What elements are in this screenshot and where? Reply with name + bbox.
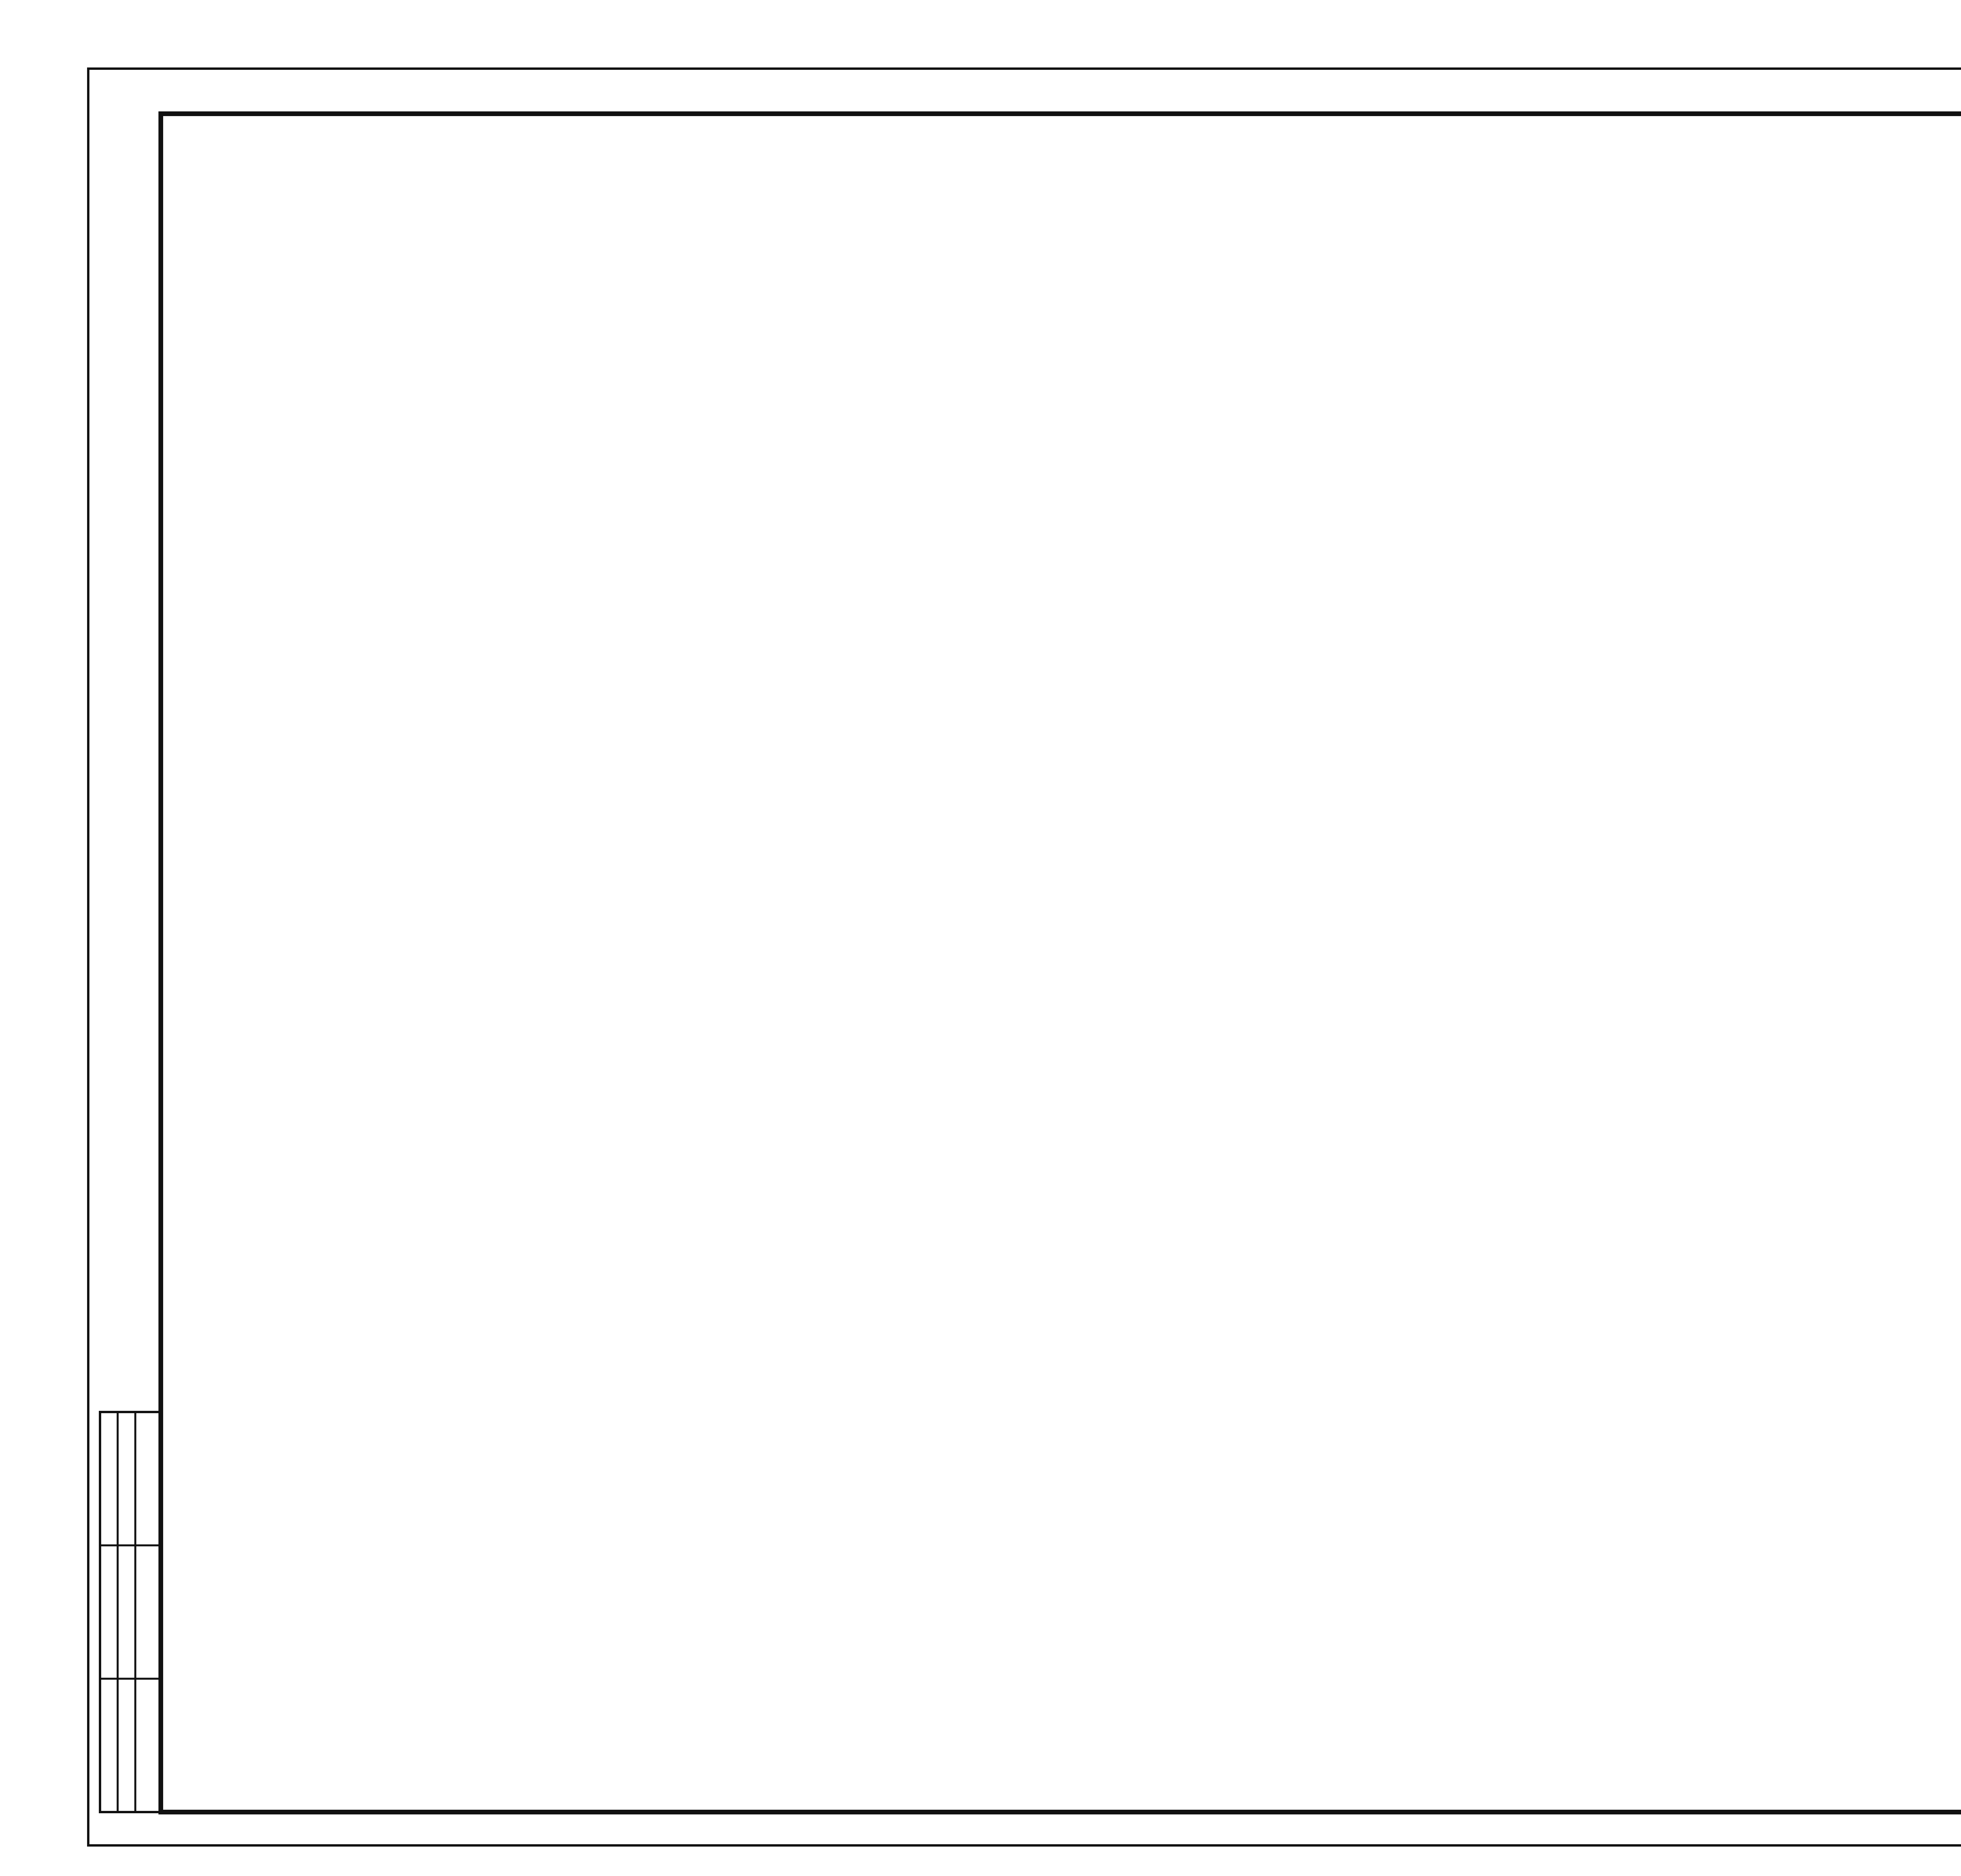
inner-frame bbox=[161, 114, 1961, 1812]
outer-frame bbox=[88, 69, 1961, 1845]
margin-stamp bbox=[100, 1412, 161, 1812]
